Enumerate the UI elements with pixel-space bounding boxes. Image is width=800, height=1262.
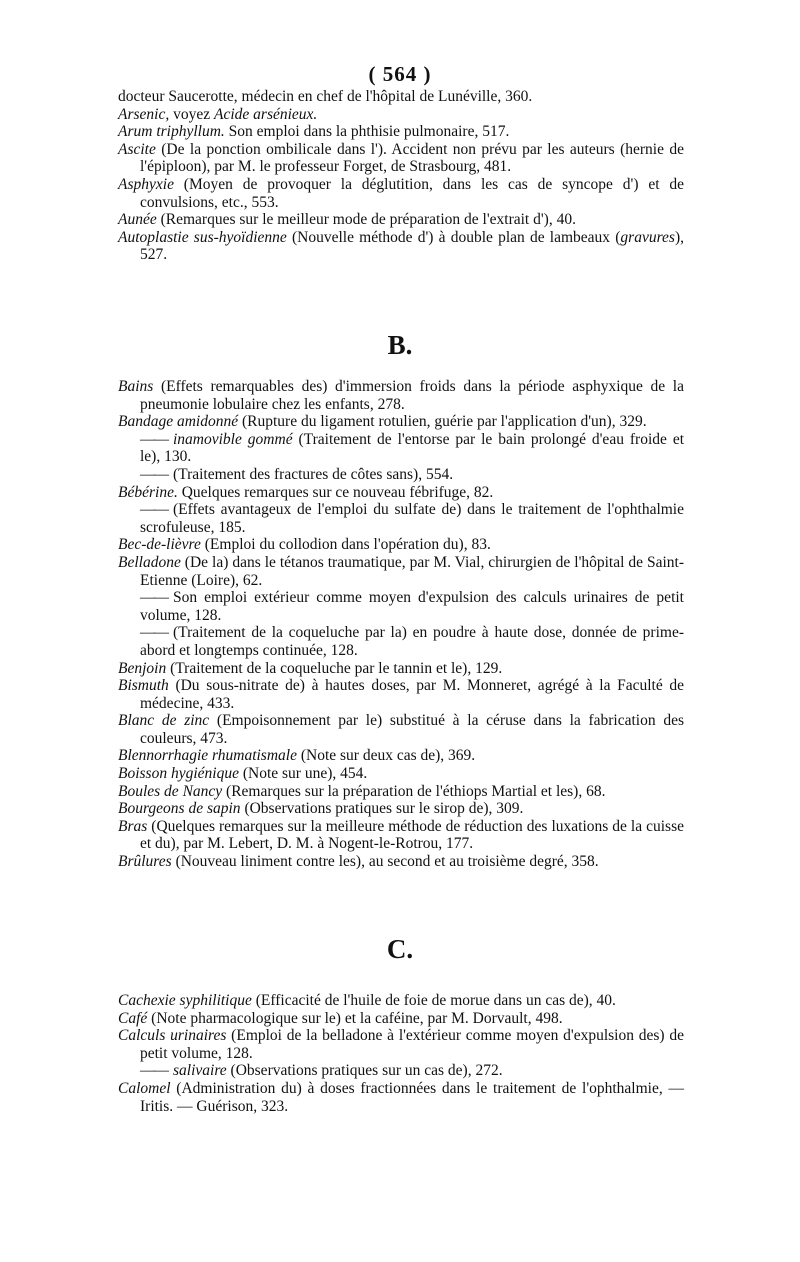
entry-text: (Du sous-nitrate de) à hautes doses, par M. Monneret, agrégé à la Faculté de médecine, 433. [140,677,684,712]
section-c-block [118,992,684,1115]
index-entry [118,378,684,413]
entry-text-tail: ), 527. [140,228,684,264]
entry-term: Brûlures [118,853,172,871]
entry-text: (Quelques remarques sur la meilleure méthode de réduction des luxations de la cuisse et du), par M. Lebert, D. M. à Nogent-le-Rotrou, 177. [140,817,684,853]
index-entry [118,800,684,818]
entry-term: Blanc de zinc [118,712,210,730]
index-entry [118,176,684,211]
entry-term: Asphyxie [118,175,174,193]
entry-term: Ascite [118,140,156,158]
entry-term: Benjoin [118,659,167,677]
entry-term-secondary: Acide arsénieux. [214,105,318,123]
ditto-dash: —— [140,465,167,483]
index-entry [118,106,684,124]
entry-text: (Note sur une), 454. [238,765,368,783]
entry-text: voyez [169,105,214,123]
entry-text: (Moyen de provoquer la déglutition, dans les cas de syncope d') et de convulsions, etc., 553. [140,175,684,211]
entry-text: (Efficacité de l'huile de foie de morue dans un cas de), 40. [251,992,616,1009]
entry-term: Cachexie syphilitique [118,992,252,1009]
index-entry [118,747,684,765]
entry-text: (Empoisonnement par le) substitué à la céruse dans la fabrication des couleurs, 473. [140,712,684,747]
entry-text: (Nouveau liniment contre les), au second et au troisième degré, 358. [171,853,599,871]
entry-text: (De la ponction ombilicale dans l'). Accident non prévu par les auteurs (hernie de l'épiploon), par M. le professeur Forget, de Strasbourg, 481. [140,140,684,176]
entry-term: Belladone [118,553,181,571]
entry-term: Bras [118,817,148,835]
index-entry [118,1080,684,1115]
entry-text: (Emploi du collodion dans l'opération du), 83. [200,536,491,554]
entry-text: (De la) dans le tétanos traumatique, par M. Vial, chirurgien de l'hôpital de Saint-Etienne (Loire), 62. [140,553,684,589]
index-entry [118,765,684,783]
entry-text: (Note sur deux cas de), 369. [296,747,476,765]
entry-term: inamovible gommé [173,430,293,448]
section-b-block [118,378,684,871]
entry-text: (Remarques sur la préparation de l'éthiops Martial et les), 68. [222,782,606,800]
entry-text: (Effets remarquables des) d'immersion froids dans la période asphyxique de la pneumonie lobulaire chez les enfants, 278. [140,378,684,413]
entry-text: (Traitement de la coqueluche par le tannin et le), 129. [166,659,503,677]
ditto-dash: —— [140,1062,167,1080]
entry-term: Calomel [118,1079,171,1097]
ditto-dash: —— [140,501,167,519]
head-continuation: docteur Saucerotte, médecin en chef de l'hôpital de Lunéville, 360. [118,88,533,105]
entry-text: (Traitement de l'entorse par le bain prolongé d'eau froide et le), 130. [140,430,685,466]
index-entry [118,660,684,678]
entry-term: Café [118,1009,148,1027]
entry-text: Quelques remarques sur ce nouveau fébrifuge, 82. [177,483,494,501]
index-entry [118,1062,684,1080]
entry-term: Autoplastie sus-hyoïdienne [118,228,287,246]
section-letter-b: B. [387,330,413,360]
index-entry [118,1010,684,1028]
entry-term: Aunée [118,211,157,229]
entry-text: (Effets avantageux de l'emploi du sulfate de) dans le traitement de l'ophthalmie scrofuleuse, 185. [140,501,684,536]
entry-term: Bains [118,378,154,395]
ditto-dash: —— [140,624,167,642]
section-letter-c: C. [386,934,414,964]
index-entry [118,853,684,871]
index-entry [118,624,684,659]
index-entry [118,536,684,554]
ditto-dash: —— [140,430,167,448]
index-entry [118,413,684,431]
index-entry [118,229,684,264]
index-entry [118,992,684,1010]
entry-text: (Note pharmacologique sur le) et la caféine, par M. Dorvault, 498. [147,1009,563,1027]
section-a-block [118,88,684,264]
entry-text: (Remarques sur le meilleur mode de préparation de l'extrait d'), 40. [156,211,576,229]
index-entry [118,466,684,484]
entry-term: Boules de Nancy [118,782,223,800]
entry-term: Arsenic, [118,105,170,123]
entry-term: salivaire [173,1062,227,1080]
index-entry [118,783,684,801]
index-entry [118,431,684,466]
entry-text: (Traitement des fractures de côtes sans), 554. [173,465,454,483]
page-number: ( 564 ) [368,62,432,86]
index-entry [118,501,684,536]
entry-term: Bismuth [118,677,169,695]
entry-term: Bandage amidonné [118,413,239,431]
entry-text: (Nouvelle méthode d') à double plan de lambeaux ( [286,228,621,246]
index-entry [118,1027,684,1062]
entry-text: Son emploi dans la phthisie pulmonaire, 517. [224,123,510,141]
entry-text: (Observations pratiques sur le sirop de), 309. [240,800,524,818]
index-entry [118,589,684,624]
index-entry [118,484,684,502]
entry-text: (Emploi de la belladone à l'extérieur comme moyen d'expulsion des) de petit volume, 128. [140,1027,684,1062]
entry-term: Blennorrhagie rhumatismale [118,747,297,765]
entry-text: (Traitement de la coqueluche par la) en poudre à haute dose, donnée de prime-abord et longtemps continuée, 128. [140,624,684,659]
index-entry [118,677,684,712]
entry-text: Son emploi extérieur comme moyen d'expulsion des calculs urinaires de petit volume, 128. [140,589,684,624]
ditto-dash: —— [140,589,167,607]
index-entry [118,141,684,176]
entry-term: Calculs urinaires [118,1027,227,1045]
entry-term: Arum triphyllum. [118,123,225,141]
entry-term: Bec-de-lièvre [118,536,201,554]
entry-text: (Observations pratiques sur un cas de), 272. [226,1062,503,1080]
entry-text: (Administration du) à doses fractionnées dans le traitement de l'ophthalmie, — Iritis. — Guérison, 323. [140,1079,684,1115]
index-entry [118,818,684,853]
index-entry [118,123,684,141]
index-entry [118,712,684,747]
entry-term-secondary: gravures [620,228,675,246]
entry-term: Bébérine. [118,483,178,501]
index-entry [118,211,684,229]
entry-term: Boisson hygiénique [118,765,239,783]
index-entry [118,554,684,589]
entry-term: Bourgeons de sapin [118,800,241,818]
entry-text: (Rupture du ligament rotulien, guérie par l'application d'un), 329. [238,413,647,431]
